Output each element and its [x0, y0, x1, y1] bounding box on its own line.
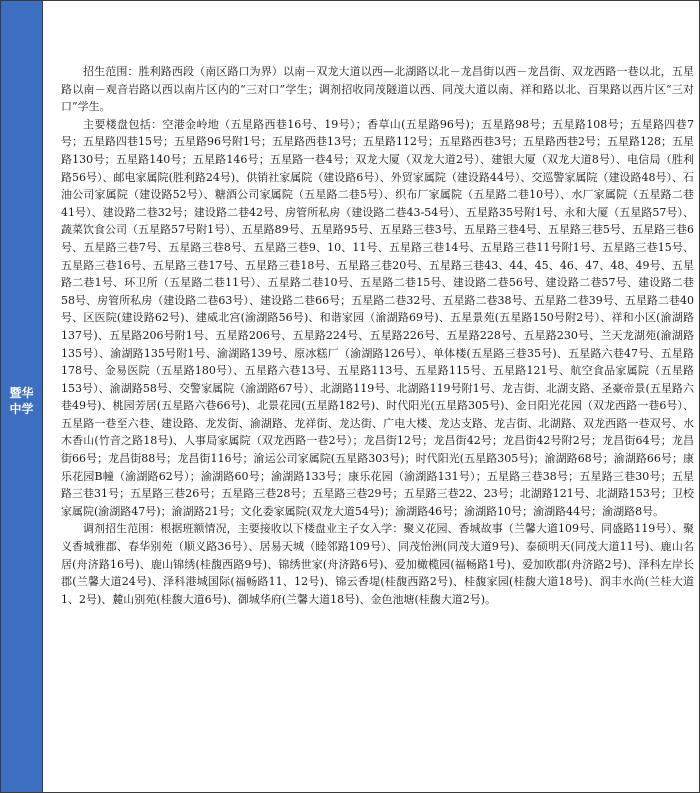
enrollment-details-cell [43, 1, 699, 792]
enrollment-range-paragraph: 招生范围：胜利路西段（南区路口为界）以南－双龙大道以西—北湖路以北－龙昌街以西－龙昌街、双龙西路一巷以北，五星路以南－观音岩路以西以南片区内的“三对口”学生；调剂招收同茂隧道以西、同茂大道以南、祥和路以北、百果路以西片区“三对口”学生。 [61, 65, 694, 114]
main-housing-paragraph: 主要楼盘包括：空港金岭地（五星路西巷16号、19号）；香草山(五星路96号)；五星路98号；五星路108号；五星路四巷7号；五星路四巷15号；五星路96号附1号；五星路西巷13号；五星路112号；五星路西巷3号；五星路西巷2号；五星路128；五星路130号；五星路140号；五星路146号；五星路一巷4号；双龙大厦（双龙大道2号）、建银大厦（双龙大道8号）、电信局（胜利路56号）、邮电家属院(胜利路24号)、供销社家属院（建设路6号）、外贸家属院（建设路44号）、交巡警家属院（建设路48号）、石油公司家属院（建设路52号）、糖酒公司家属院（五星路二巷5号）、织布厂家属院（五星路二巷10号）、水厂家属院（五星路二巷41号）、建设路二巷32号；建设路二巷42号、房管所私房（建设路二巷43-54号）、五星路35号附1号、永和大厦（五星路57号）、蔬菜饮食公司（五星路57号附1号）、五星路89号、五星路95号、五星路三巷3号、五星路三巷4号、五星路三巷5号、五星路三巷6号、五星路三巷7号、五星路三巷8号、五星路三巷9、10、11号、五星路三巷14号、五星路三巷11号附1号、五星路三巷15号、五星路三巷16号、五星路三巷17号、五星路三巷18号、五星路三巷20号、五星路三巷43、44、45、46、47、48、49号、五星路二巷1号、环卫所（五星路二巷11号）、五星路二巷10号、五星路二巷15号、建设路二巷56号、建设路二巷57号、建设路二巷58号、房管所私房（建设路二巷63号）、建设路二巷66号；五星路二巷32号、五星路二巷38号、五星路二巷39号、五星路二巷40号、区医院(建设路62号)、建威北宫(渝湖路56号)、和谐家园（渝湖路69号)、五星景苑(五星路150号附2号）、祥和小区(渝湖路137号)、五星路206号附1号、五星路206号、五星路224号、五星路226号、五星路228号、五星路230号、兰天龙湖苑(渝湖路135号）、渝湖路135号附1号、渝湖路139号、原冰糕厂（渝湖路126号）、单体楼(五星路三巷35号)、五星路六巷47号、五星路178号、金易医院（五星路180号）、五星路六巷13号、五星路113号、五星路115号、五星路121号、航空食品家属院（五星路153号）、渝湖路58号、交警家属院（渝湖路67号）、北湖路119号、北湖路119号附1号、龙吉街、北湖支路、圣豪帝景(五星路六巷49号)、桃园芳居(五星路六巷66号)、北景花园(五星路182号)、时代阳光(五星路305号)、金日阳光花园（双龙西路一巷6号）、五星路一巷至六巷、建设路、龙发街、渝湖路、龙祥街、龙达街、广电大楼、龙达支路、龙吉街、北湖路、双龙西路一巷双号、水木香山(竹音之路18号)、人事局家属院（双龙西路一巷2号）；龙昌街12号；龙昌街42号；龙昌街42号附2号；龙昌街64号；龙昌街66号；龙昌街88号；龙昌街116号；渝运公司家属院(五星路303号)；时代阳光(五星路305号)；渝湖路68号；渝湖路66号；康乐花园B幢（渝湖路62号）；渝湖路60号；渝湖路133号；康乐花园（渝湖路131号）；五星路三巷38号；五星路三巷30号；五星路三巷31号；五星路三巷26号；五星路三巷28号；五星路三巷29号；五星路三巷22、23号；北湖路121号、北湖路153号；卫校家属院(渝湖路47号)；渝湖路21号；文化委家属院(双龙大道54号)；渝湖路46号；渝湖路10号；渝湖路44号；渝湖路8号。 [61, 117, 694, 518]
school-name: 暨华中学 [9, 385, 34, 416]
adjusted-enrollment-paragraph: 调剂招生范围：根据班额情况，主要接收以下楼盘业主子女入学：聚义花园、香城故事（兰馨大道109号、同盛路119号）、聚义香城雅郡、春华别苑（顺义路36号）、居易天城（睦邻路109号）、同茂怡洲(同茂大道9号)、泰硕明天(同茂大道11号)、鹿山名居(舟济路16号)、鹿山锦绣(桂馥西路9号)、锦绣世家(舟济路6号)、爱加橄榄园(福畅路1号)、爱加欧郡(舟济路2号)、泽科左岸长郡(兰馨大道24号)、泽科港城国际(福畅路11、12号)、锦云香堤(桂馥西路2号)、桂馥家园(桂馥大道18号)、润丰水尚(兰桂大道1、2号)、麓山别苑(桂馥大道6号)、御城华府(兰馨大道18号)、金色池塘(桂馥大道2号)。 [61, 522, 694, 606]
school-name-cell [1, 1, 43, 792]
